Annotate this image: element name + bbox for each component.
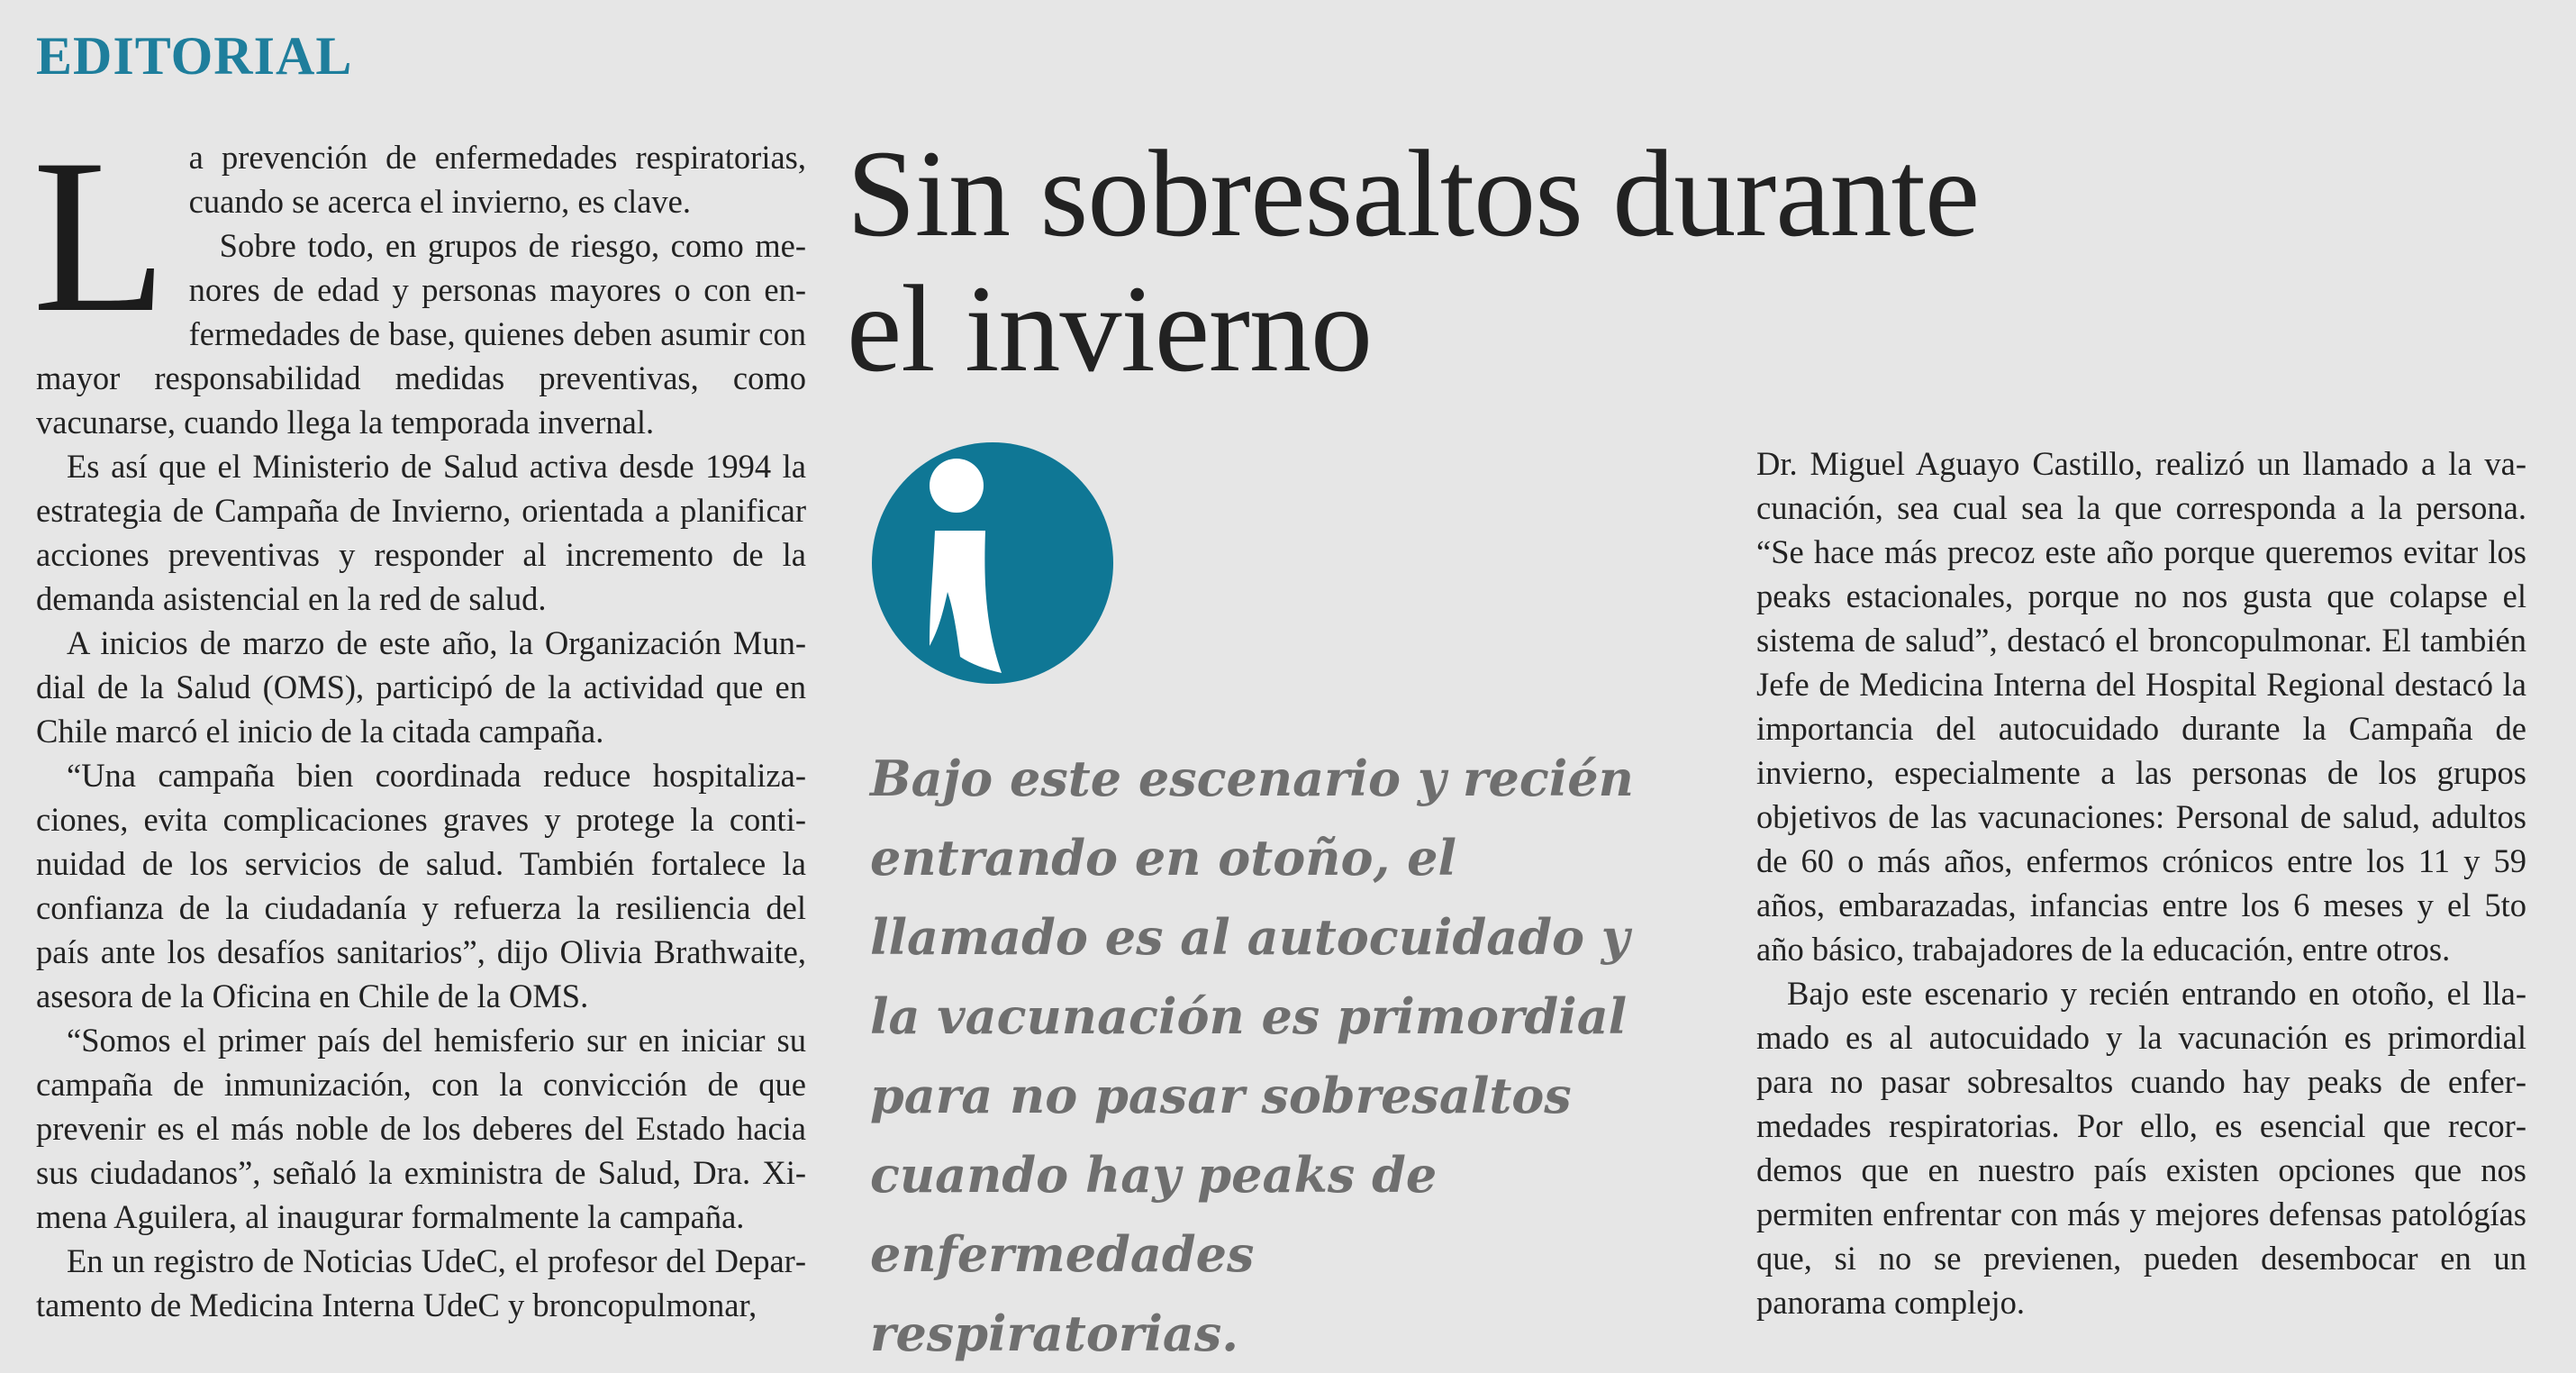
- pull-quote: Bajo este escenario y recién entrando en otoño, el llamado es al autocuidado y la vacunación es primordial para no pasar sobresaltos cuando hay peaks de enfermedades respiratorias.: [870, 750, 1634, 1362]
- paragraph: A inicios de marzo de este año, la Organización Mundial de la Salud (OMS), participó de la actividad que en Chile marcó el inicio de la citada campaña.: [36, 624, 806, 750]
- paragraph: Dr. Miguel Aguayo Castillo, realizó un llamado a la vacunación, sea cual sea la que corresponda a la persona. “Se hace más precoz este año porque queremos evitar los peaks estacionales, porque no nos gusta que colapse el sistema de salud”, destacó el broncopulmonar. El también Jefe de Medicina Interna del Hospital Regional destacó la importancia del autocuidado durante la Campaña de invierno, especialmente a las personas de los grupos objetivos de las vacunaciones: Personal de salud, adultos de 60 o más años, enfermos crónicos entre los 11 y 59 años, embarazadas, infancias entre los 6 meses y el 5to año básico, trabajadores de la educación, entre otros.: [1756, 445, 2526, 968]
- paragraph: En un registro de Noticias UdeC, el profesor del Departamento de Medicina Interna UdeC y broncopulmonar,: [36, 1242, 806, 1323]
- section-label: EDITORIAL: [36, 26, 353, 86]
- paragraph: Sobre todo, en grupos de riesgo, como menores de edad y personas mayores o con enfermedades de base, quienes deben asumir con mayor responsabilidad medidas preventivas, como vacunarse, cuando llega la temporada invernal.: [36, 227, 806, 441]
- paragraph: “Una campaña bien coordinada reduce hospitalizaciones, evita complicaciones graves y protege la continuidad de los servicios de salud. También fortalece la confianza de la ciudadanía y refuerza la resiliencia del país ante los desafíos sanitarios”, dijo Olivia Brathwaite, asesora de la Oficina en Chile de la OMS.: [36, 757, 806, 1014]
- headline: Sin sobresaltos durante el invierno: [847, 124, 1980, 397]
- lead-text: a prevención de enfermedades respiratorias, cuando se acerca el invierno, es clave.: [188, 139, 806, 220]
- paragraph: Bajo este escenario y recién entrando en otoño, el llamado es al autocuidado y la vacunación es primordial para no pasar sobresaltos cuando hay peaks de enfermedades respiratorias. Por ello, es esencial que recordemos que en nuestro país existen opciones que nos permiten enfrentar con más y mejores defensas patológías que, si no se previenen, pueden desembocar en un panorama complejo.: [1756, 975, 2526, 1321]
- right-column: [1756, 441, 2526, 1324]
- info-i-logo-icon: [870, 437, 1115, 689]
- left-column: [32, 114, 806, 1327]
- paragraph: “Somos el primer país del hemisferio sur en iniciar su campaña de inmunización, con la convicción de que prevenir es el más noble de los deberes del Estado hacia sus ciudadanos”, señaló la exministra de Salud, Dra. Ximena Aguilera, al inaugurar formalmente la campaña.: [36, 1022, 806, 1235]
- paragraph: Es así que el Ministerio de Salud activa desde 1994 la estrategia de Campaña de Invierno, orientada a planificar acciones preventivas y responder al incremento de la demanda asistencial en la red de salud.: [36, 448, 806, 617]
- drop-cap: L: [32, 114, 168, 358]
